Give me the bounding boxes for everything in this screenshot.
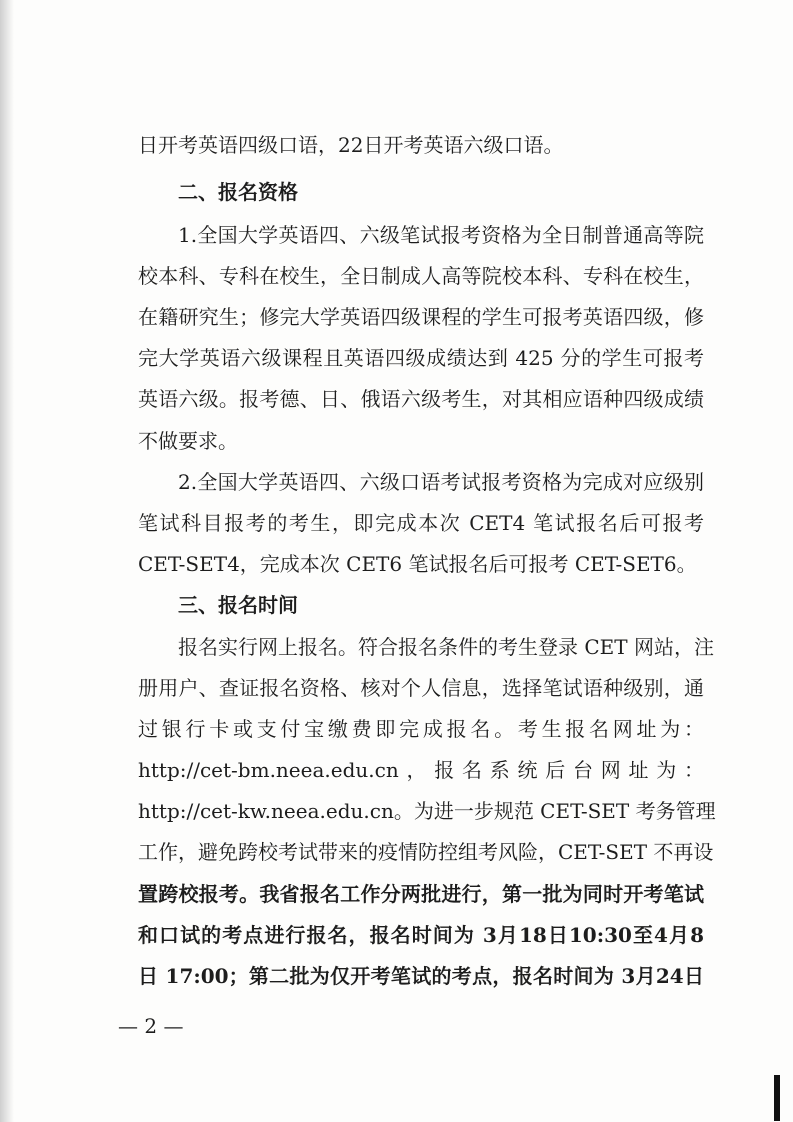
paragraph-line: 2.全国大学英语四、六级口语考试报考资格为完成对应级别 [178,470,704,494]
paragraph-line: 英语六级。报考德、日、俄语六级考生，对其相应语种四级成绩 [138,387,704,411]
paragraph-line: 和口试的考点进行报名，报名时间为 3月18日10:30至4月8 [138,923,704,947]
paragraph-line: 在籍研究生；修完大学英语四级课程的学生可报考英语四级，修 [138,305,704,329]
paragraph-line: 册用户、查证报名资格、核对个人信息，选择笔试语种级别，通 [138,676,704,700]
paragraph-line: 不做要求。 [138,429,238,453]
registration-url-line: http://cet-bm.neea.edu.cn，报名系统后台网址为： [138,758,704,782]
paragraph-line: 1.全国大学英语四、六级笔试报考资格为全日制普通高等院 [178,223,704,247]
page-number: — 2 — [118,1014,184,1038]
scan-edge-shadow [0,0,14,1122]
paragraph-line: CET-SET4，完成本次 CET6 笔试报名后可报考 CET-SET6。 [138,552,697,576]
paragraph-line: 笔试科目报考的考生，即完成本次 CET4 笔试报名后可报考 [138,511,704,535]
section-heading-registration-time: 三、报名时间 [178,593,298,617]
paragraph-line: 校本科、专科在校生，全日制成人高等院校本科、专科在校生， [138,264,704,288]
section-heading-eligibility: 二、报名资格 [178,180,298,204]
paragraph-line: 报名实行网上报名。符合报名条件的考生登录 CET 网站，注 [178,635,714,659]
paragraph-line: 过银行卡或支付宝缴费即完成报名。考生报名网址为： [138,717,704,741]
paragraph-line: 日开考英语四级口语，22日开考英语六级口语。 [138,133,564,157]
backend-url-line: http://cet-kw.neea.edu.cn。为进一步规范 CET-SET 考务管理 [138,799,716,823]
paragraph-line: 工作，避免跨校考试带来的疫情防控组考风险，CET-SET 不再设 [138,840,714,864]
paragraph-line: 置跨校报考。我省报名工作分两批进行，第一批为同时开考笔试 [138,882,704,906]
paragraph-line: 完大学英语六级课程且英语四级成绩达到 425 分的学生可报考 [138,346,704,370]
scan-edge-mark [774,1075,780,1121]
paragraph-line: 日 17:00；第二批为仅开考笔试的考点，报名时间为 3月24日 [138,964,704,988]
